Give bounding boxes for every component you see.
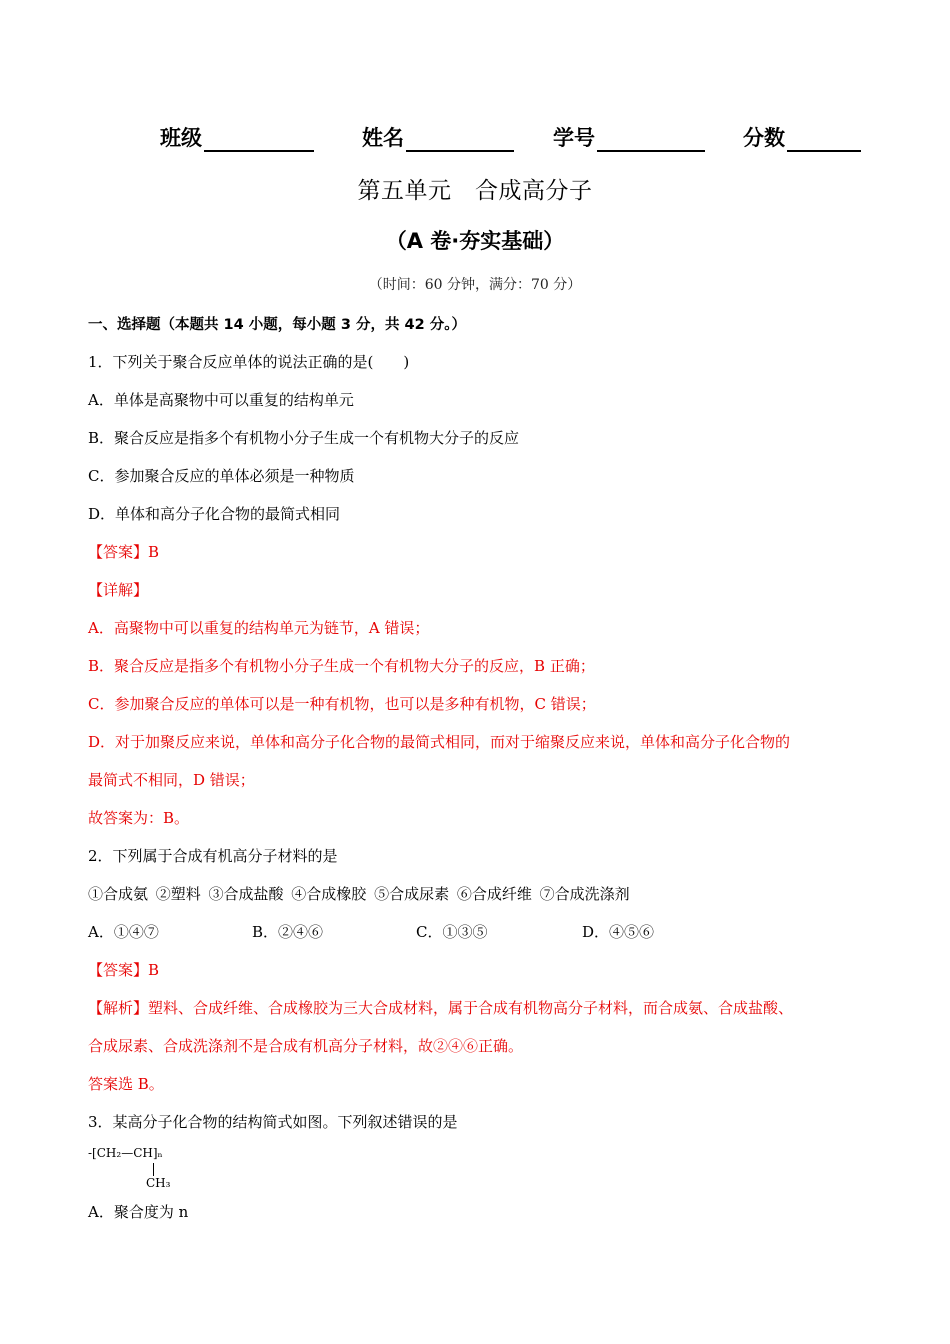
q2-analysis-conclusion: 答案选 B。 bbox=[88, 1075, 164, 1093]
q2-analysis-line: 【解析】塑料、合成纤维、合成橡胶为三大合成材料，属于合成有机物高分子材料，而合成氨、合成盐酸、 bbox=[88, 999, 794, 1017]
class-blank[interactable] bbox=[204, 124, 314, 152]
q1-option-d: D．单体和高分子化合物的最简式相同 bbox=[88, 505, 341, 523]
class-label: 班级 bbox=[160, 126, 202, 150]
q2-option-a: A．①④⑦ bbox=[88, 923, 159, 941]
student-number-label: 学号 bbox=[553, 126, 595, 150]
q3-stem: 3．某高分子化合物的结构简式如图。下列叙述错误的是 bbox=[88, 1113, 458, 1131]
name-label: 姓名 bbox=[362, 126, 404, 150]
student-number-field bbox=[553, 122, 705, 152]
student-info-row bbox=[160, 122, 870, 156]
volume-title: （A 卷·夯实基础） bbox=[385, 229, 565, 253]
q1-option-b: B．聚合反应是指多个有机物小分子生成一个有机物大分子的反应 bbox=[88, 429, 520, 447]
score-label: 分数 bbox=[743, 126, 785, 150]
section-heading: 一、选择题（本题共 14 小题，每小题 3 分，共 42 分。） bbox=[88, 317, 466, 333]
q2-answer: 【答案】B bbox=[88, 961, 160, 979]
class-field bbox=[160, 122, 314, 152]
score-blank[interactable] bbox=[787, 124, 861, 152]
q1-detail-line: D．对于加聚反应来说，单体和高分子化合物的最简式相同，而对于缩聚反应来说，单体和高分子化合物的 bbox=[88, 733, 791, 751]
q1-option-a: A．单体是高聚物中可以重复的结构单元 bbox=[88, 391, 354, 409]
q1-answer: 【答案】B bbox=[88, 543, 160, 561]
q2-stem: 2．下列属于合成有机高分子材料的是 bbox=[88, 847, 338, 865]
q1-option-c: C．参加聚合反应的单体必须是一种物质 bbox=[88, 467, 355, 485]
q2-option-c: C．①③⑤ bbox=[416, 923, 488, 941]
q2-options-row bbox=[88, 922, 788, 942]
formula-bond-line bbox=[153, 1163, 154, 1176]
q1-detail-conclusion: 故答案为：B。 bbox=[88, 809, 190, 827]
polypropylene-structure-formula bbox=[88, 1146, 208, 1194]
q1-stem: 1．下列关于聚合反应单体的说法正确的是( ) bbox=[88, 353, 410, 371]
unit-title: 第五单元 合成高分子 bbox=[357, 178, 593, 204]
time-info: （时间：60 分钟，满分：70 分） bbox=[368, 277, 582, 293]
q3-option-a: A．聚合度为 n bbox=[88, 1203, 189, 1221]
formula-methyl-branch: CH₃ bbox=[146, 1176, 171, 1190]
q2-items: ①合成氨 ②塑料 ③合成盐酸 ④合成橡胶 ⑤合成尿素 ⑥合成纤维 ⑦合成洗涤剂 bbox=[88, 885, 630, 903]
q1-detail-line: A．高聚物中可以重复的结构单元为链节，A 错误； bbox=[88, 619, 430, 637]
q1-detail-line: 最简式不相同，D 错误； bbox=[88, 771, 255, 789]
q2-option-b: B．②④⑥ bbox=[252, 923, 324, 941]
name-field bbox=[362, 122, 514, 152]
score-field bbox=[743, 122, 861, 152]
formula-main-chain: -[CH₂—CH]ₙ bbox=[88, 1146, 163, 1160]
q1-detail-line: C．参加聚合反应的单体可以是一种有机物，也可以是多种有机物，C 错误； bbox=[88, 695, 596, 713]
q2-analysis-line: 合成尿素、合成洗涤剂不是合成有机高分子材料，故②④⑥正确。 bbox=[88, 1037, 524, 1055]
q2-option-d: D．④⑤⑥ bbox=[582, 923, 655, 941]
student-number-blank[interactable] bbox=[597, 124, 705, 152]
q1-detail-label: 【详解】 bbox=[88, 581, 149, 599]
q1-detail-line: B．聚合反应是指多个有机物小分子生成一个有机物大分子的反应，B 正确； bbox=[88, 657, 595, 675]
name-blank[interactable] bbox=[406, 124, 514, 152]
